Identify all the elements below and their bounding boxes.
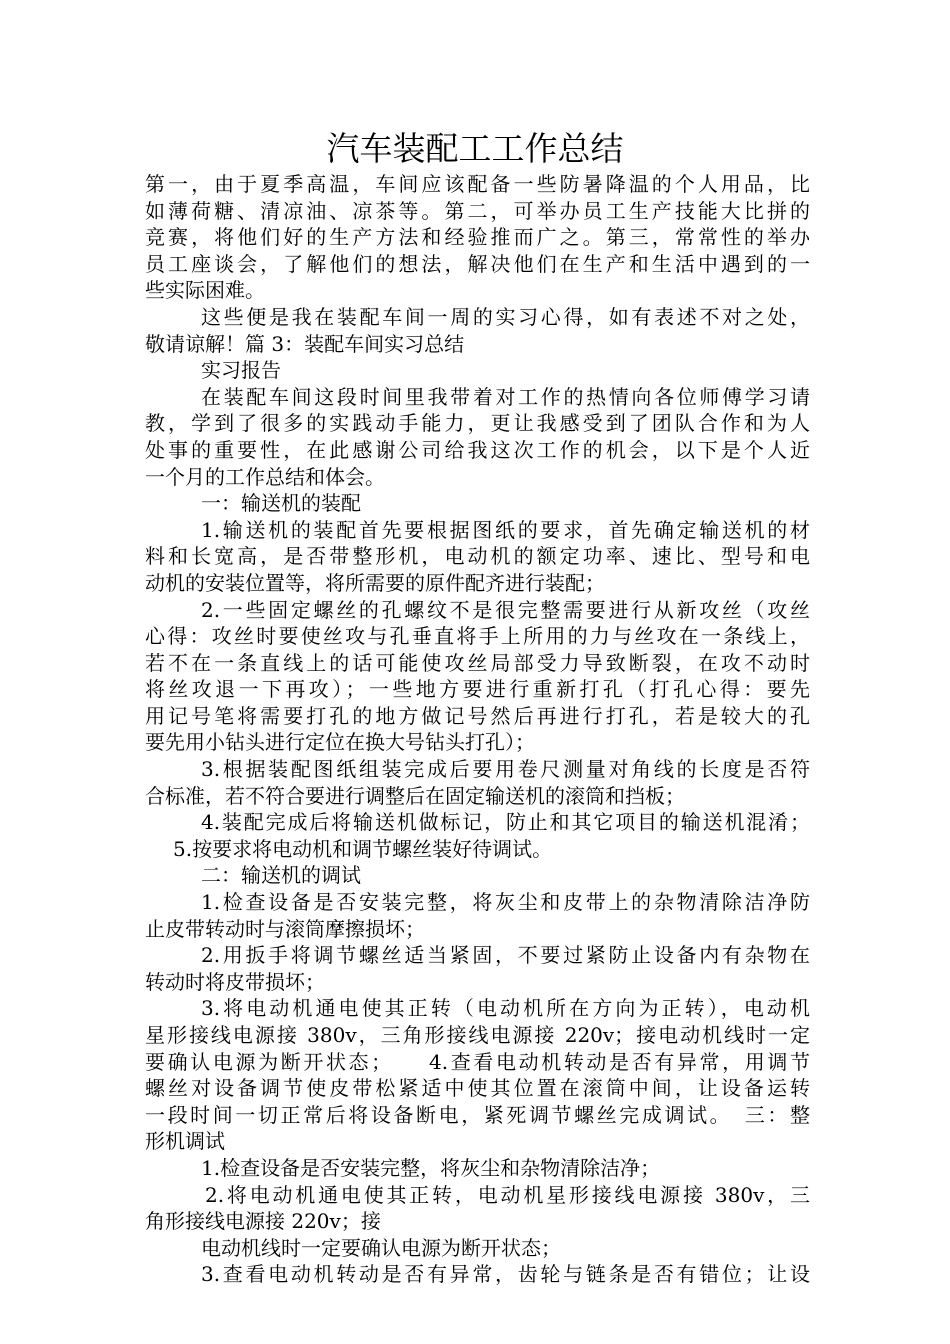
text-line: 心得：攻丝时要使丝攻与孔垂直将手上所用的力与丝攻在一条线上， (145, 624, 810, 649)
text-line: 5.按要求将电动机和调节螺丝装好待调试。 (173, 836, 553, 861)
document-body (145, 171, 810, 1288)
text-line: 1.输送机的装配首先要根据图纸的要求，首先确定输送机的材 (201, 517, 810, 542)
text-line: 要确认电源为断开状态； 4.查看电动机转动是否有异常，用调节 (145, 1049, 810, 1074)
text-line: 将丝攻退一下再攻）；一些地方要进行重新打孔（打孔心得：要先 (145, 677, 810, 702)
text-line: 这些便是我在装配车间一周的实习心得，如有表述不对之处， (201, 304, 810, 329)
text-line: 处事的重要性，在此感谢公司给我这次工作的机会，以下是个人近 (145, 437, 810, 462)
text-line: 合标准，若不符合要进行调整后在固定输送机的滚筒和挡板； (145, 783, 685, 808)
text-line: 3.将电动机通电使其正转（电动机所在方向为正转），电动机 (201, 996, 810, 1021)
text-line: 教，学到了很多的实践动手能力，更让我感受到了团队合作和为人 (145, 411, 810, 436)
text-line: 要先用小钻头进行定位在换大号钻头打孔）； (145, 730, 535, 755)
text-line: 1.检查设备是否安装完整，将灰尘和皮带上的杂物清除洁净防 (201, 890, 810, 915)
text-line: 螺丝对设备调节使皮带松紧适中使其位置在滚筒中间，让设备运转 (145, 1076, 810, 1101)
text-line: 员工座谈会，了解他们的想法，解决他们在生产和生活中遇到的一 (145, 251, 810, 276)
text-line: 4.装配完成后将输送机做标记，防止和其它项目的输送机混淆； (201, 810, 810, 835)
text-line: 3.查看电动机转动是否有异常，齿轮与链条是否有错位；让设 (201, 1262, 810, 1287)
text-line: 动机的安装位置等，将所需要的原件配齐进行装配； (145, 570, 605, 595)
text-line: 1.检查设备是否安装完整，将灰尘和杂物清除洁净； (201, 1155, 661, 1180)
text-line: 一个月的工作总结和体会。 (145, 464, 385, 489)
text-line: 在装配车间这段时间里我带着对工作的热情向各位师傅学习请 (201, 384, 810, 409)
text-line: 些实际困难。 (145, 278, 265, 303)
section-heading: 一：输送机的装配 (201, 491, 361, 516)
text-line: 转动时将皮带损坏； (145, 969, 325, 994)
text-line: 2.用扳手将调节螺丝适当紧固，不要过紧防止设备内有杂物在 (201, 943, 810, 968)
section-heading: 实习报告 (201, 358, 281, 383)
document-title: 汽车装配工工作总结 (326, 129, 624, 168)
text-line: 形机调试 (145, 1129, 225, 1154)
text-line: 如薄荷糖、清凉油、凉茶等。第二，可举办员工生产技能大比拼的 (145, 198, 810, 223)
text-line: 竞赛，将他们好的生产方法和经验推而广之。第三，常常性的举办 (145, 225, 810, 250)
section-heading: 二：输送机的调试 (201, 863, 361, 888)
text-line: 一段时间一切正常后将设备断电，紧死调节螺丝完成调试。 三：整 (145, 1102, 810, 1127)
text-line: 敬请谅解！篇 3：装配车间实习总结 (145, 331, 465, 356)
text-line: 第一，由于夏季高温，车间应该配备一些防暑降温的个人用品，比 (145, 172, 810, 196)
text-line: 角形接线电源接 220v；接 (145, 1209, 381, 1234)
text-line: 2.一些固定螺丝的孔螺纹不是很完整需要进行从新攻丝（攻丝 (201, 597, 810, 622)
text-line: 2.将电动机通电使其正转，电动机星形接线电源接 380v，三 (205, 1182, 810, 1207)
text-line: 3.根据装配图纸组装完成后要用卷尺测量对角线的长度是否符 (201, 757, 810, 782)
text-line: 星形接线电源接 380v，三角形接线电源接 220v；接电动机线时一定 (145, 1023, 810, 1047)
text-line: 料和长宽高，是否带整形机，电动机的额定功率、速比、型号和电 (145, 544, 810, 569)
text-line: 用记号笔将需要打孔的地方做记号然后再进行打孔，若是较大的孔 (145, 703, 810, 728)
text-line: 电动机线时一定要确认电源为断开状态； (201, 1235, 561, 1260)
text-line: 若不在一条直线上的话可能使攻丝局部受力导致断裂，在攻不动时 (145, 650, 810, 675)
text-line: 止皮带转动时与滚筒摩擦损坏； (145, 916, 425, 941)
